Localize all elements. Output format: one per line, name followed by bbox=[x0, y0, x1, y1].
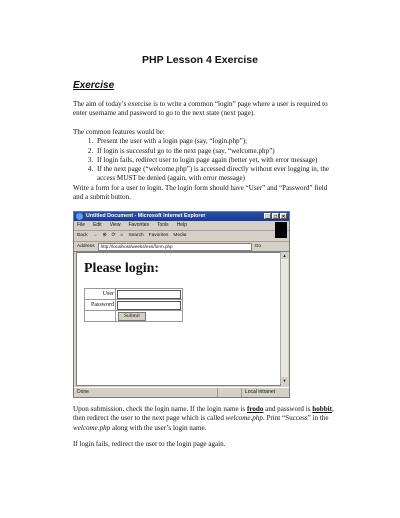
next-page-name: welcome.php bbox=[225, 414, 263, 423]
list-item: 3. If login fails, redirect user to login page again (better yet, with error message) bbox=[95, 156, 335, 165]
status-text: Done bbox=[74, 388, 218, 397]
menu-bar bbox=[74, 221, 289, 231]
scroll-up-icon[interactable]: ▲ bbox=[282, 253, 287, 258]
page-title: PHP Lesson 4 Exercise bbox=[142, 54, 258, 66]
welcome-page-name: welcome.php bbox=[73, 423, 111, 432]
features-block bbox=[73, 128, 335, 184]
address-input[interactable]: http://localhost/week4/exs/form.php bbox=[98, 243, 252, 251]
menu-help[interactable]: Help bbox=[176, 222, 187, 228]
section-heading: Exercise bbox=[73, 80, 115, 91]
form-instruction: Write a form for a user to login. The login form should have “User” and “Password” field and a submit button. bbox=[73, 184, 328, 202]
status-bar bbox=[74, 387, 289, 397]
password-label: Password bbox=[85, 300, 116, 311]
page-viewport bbox=[76, 252, 281, 386]
ie-icon bbox=[76, 213, 83, 220]
close-icon[interactable]: × bbox=[280, 213, 287, 219]
minimize-icon[interactable]: _ bbox=[264, 213, 271, 219]
favorites-button[interactable]: Favorites bbox=[148, 233, 169, 238]
user-input[interactable] bbox=[117, 290, 181, 299]
stop-button[interactable]: ⊗ bbox=[102, 233, 107, 238]
list-item: 1. Present the user with a login page (say, “login.php”); bbox=[95, 137, 335, 146]
refresh-button[interactable]: ⟳ bbox=[111, 233, 116, 238]
search-button[interactable]: Search bbox=[128, 233, 144, 238]
password-value: hobbit bbox=[312, 405, 332, 413]
address-label: Address bbox=[77, 244, 95, 249]
menu-view[interactable]: View bbox=[109, 222, 121, 228]
intro-paragraph: The aim of today’s exercise is to write a common “login” page where a user is required to enter username and password to go to the next state (next page). bbox=[73, 100, 328, 118]
vertical-scrollbar[interactable] bbox=[280, 252, 288, 384]
menu-edit[interactable]: Edit bbox=[93, 222, 102, 228]
login-heading: Please login: bbox=[84, 261, 160, 276]
menu-tools[interactable]: Tools bbox=[157, 222, 169, 228]
back-button[interactable]: Back bbox=[77, 233, 88, 238]
features-intro: The common features would be: bbox=[73, 128, 165, 136]
window-title: Untitled Document - Microsoft Internet Explorer bbox=[86, 213, 206, 219]
scroll-down-icon[interactable]: ▼ bbox=[282, 378, 287, 383]
zone-label: Local intranet bbox=[245, 389, 276, 395]
maximize-icon[interactable]: □ bbox=[273, 214, 278, 220]
password-input[interactable] bbox=[117, 301, 181, 310]
toolbar bbox=[74, 231, 289, 242]
login-form bbox=[84, 288, 183, 322]
window-titlebar bbox=[74, 212, 289, 221]
features-list bbox=[73, 137, 335, 183]
forward-button[interactable]: → bbox=[92, 233, 98, 238]
browser-screenshot bbox=[73, 211, 290, 398]
list-item: 2. If login is successful go to the next page (say, “welcome.php”) bbox=[95, 147, 335, 156]
submission-paragraph: Upon submission, check the login name. If the login name is frodo and password is hobbit, then redirect the user to the next page which is called welcome.php. Print “Success” in the welcome.php along with the user’s login name. bbox=[73, 405, 334, 432]
media-button[interactable]: Media bbox=[173, 233, 187, 238]
windows-logo-icon bbox=[275, 222, 287, 238]
go-button[interactable]: Go bbox=[254, 244, 262, 249]
menu-file[interactable]: File bbox=[77, 222, 86, 228]
menu-favorites[interactable]: Favorites bbox=[128, 222, 149, 228]
login-name-value: frodo bbox=[246, 405, 264, 413]
submit-button[interactable]: Submit bbox=[118, 312, 146, 321]
fail-paragraph: If login fails, redirect the user to the login page again. bbox=[73, 440, 226, 448]
address-bar bbox=[74, 242, 289, 252]
user-label: User bbox=[85, 289, 116, 300]
home-button[interactable]: ⌂ bbox=[120, 233, 124, 238]
list-item: 4. If the next page (“welcome.php”) is accessed directly without ever logging in, the access MUST be denied (again, with error message) bbox=[95, 165, 335, 184]
